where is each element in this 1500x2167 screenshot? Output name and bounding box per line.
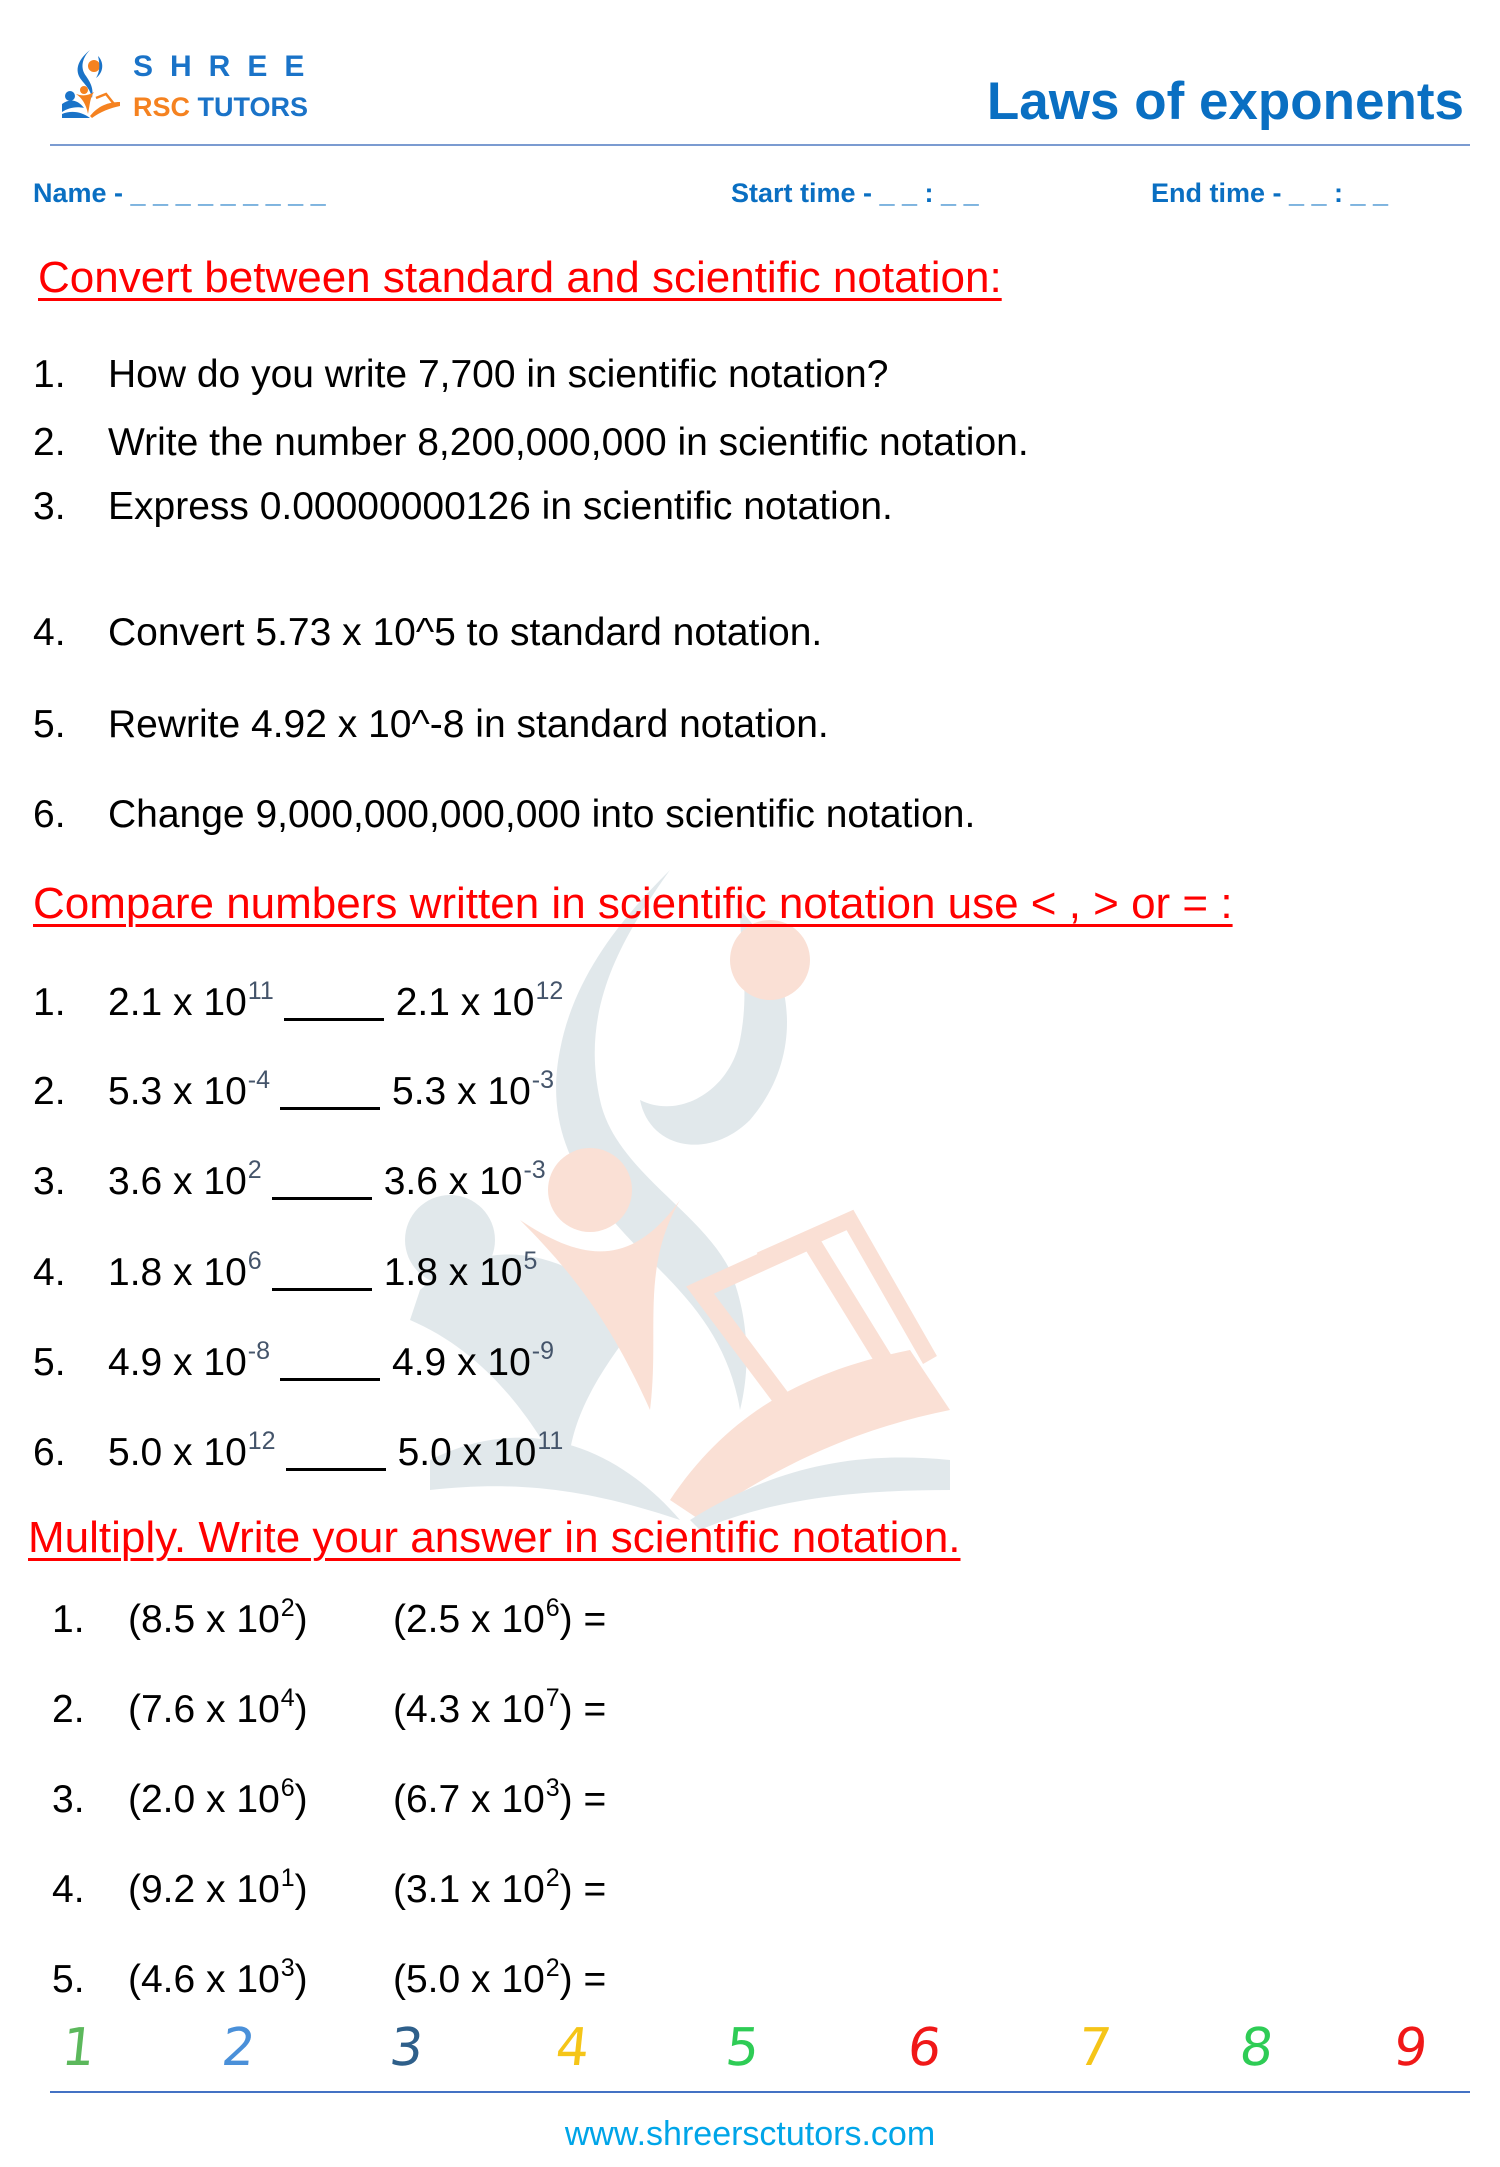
digit-1-icon: 1 <box>58 2018 99 2078</box>
page-title: Laws of exponents <box>986 72 1464 131</box>
question-text: Express 0.00000000126 in scientific notation. <box>108 485 893 528</box>
question-number: 5. <box>52 1958 85 2001</box>
logo-tutors-text: TUTORS <box>197 92 309 122</box>
digit-2-icon: 2 <box>218 2018 259 2078</box>
decorative-digits-row <box>0 2018 1500 2088</box>
question-number: 3. <box>33 485 66 528</box>
question-number: 2. <box>33 1070 66 1113</box>
question-number: 3. <box>52 1778 85 1821</box>
multiply-factor-a: (7.6 x $10^4$) <box>128 1684 308 1731</box>
answer-blank[interactable] <box>286 1438 386 1471</box>
section-heading-multiply: Multiply. Write your answer in scientific notation. <box>28 1513 961 1562</box>
digit-9-icon: 9 <box>1390 2018 1431 2078</box>
digit-4-icon: 4 <box>552 2018 593 2078</box>
question-number: 4. <box>33 1251 66 1294</box>
question-number: 6. <box>33 793 66 836</box>
header-divider <box>50 144 1470 146</box>
answer-blank[interactable] <box>280 1348 380 1381</box>
question-text: Write the number 8,200,000,000 in scientific notation. <box>108 421 1029 464</box>
compare-expression: 5.0 x $10^{12}$ 5.0 x $10^{11}$ <box>108 1427 564 1474</box>
digit-3-icon: 3 <box>386 2018 427 2078</box>
end-time-field[interactable]: End time - _ _ : _ _ <box>1151 178 1389 208</box>
question-text: Rewrite 4.92 x 10^-8 in standard notation. <box>108 703 829 746</box>
multiply-factor-a: (9.2 x $10^1$) <box>128 1864 308 1911</box>
digit-5-icon: 5 <box>722 2018 763 2078</box>
footer-divider <box>50 2091 1470 2093</box>
multiply-factor-b: (3.1 x $10^2$) = <box>393 1864 607 1911</box>
logo-wordmark-shree: SHREE <box>133 50 322 83</box>
question-number: 2. <box>33 421 66 464</box>
multiply-factor-b: (5.0 x $10^2$) = <box>393 1954 607 2001</box>
name-field[interactable]: Name - _ _ _ _ _ _ _ _ _ <box>33 178 326 208</box>
digit-8-icon: 8 <box>1236 2018 1277 2078</box>
compare-expression: 1.8 x $10^6$ 1.8 x $10^5$ <box>108 1247 538 1294</box>
answer-blank[interactable] <box>284 988 384 1021</box>
website-link[interactable]: www.shreersctutors.com <box>564 2115 936 2153</box>
section-heading-compare: Compare numbers written in scientific notation use < , > or = : <box>33 879 1233 928</box>
compare-expression: 2.1 x $10^{11}$ 2.1 x $10^{12}$ <box>108 977 564 1024</box>
question-number: 1. <box>33 981 66 1024</box>
answer-blank[interactable] <box>280 1077 380 1110</box>
question-number: 1. <box>33 353 66 396</box>
compare-expression: 5.3 x $10^{-4}$ 5.3 x $10^{-3}$ <box>108 1066 555 1113</box>
multiply-factor-b: (4.3 x $10^7$) = <box>393 1684 607 1731</box>
multiply-factor-b: (6.7 x $10^3$) = <box>393 1774 607 1821</box>
question-number: 5. <box>33 1341 66 1384</box>
question-number: 1. <box>52 1598 85 1641</box>
question-text: Change 9,000,000,000,000 into scientific notation. <box>108 793 976 836</box>
logo-rsc-text: RSC <box>133 92 191 122</box>
logo-wordmark-rsc-tutors <box>133 92 308 122</box>
question-number: 6. <box>33 1431 66 1474</box>
question-number: 2. <box>52 1688 85 1731</box>
question-number: 3. <box>33 1160 66 1203</box>
answer-blank[interactable] <box>272 1167 372 1200</box>
start-time-field[interactable]: Start time - _ _ : _ _ <box>731 178 979 208</box>
multiply-factor-b: (2.5 x $10^6$) = <box>393 1594 607 1641</box>
compare-expression: 3.6 x $10^2$ 3.6 x $10^{-3}$ <box>108 1156 546 1203</box>
question-text: How do you write 7,700 in scientific notation? <box>108 353 889 396</box>
multiply-factor-a: (4.6 x $10^3$) <box>128 1954 308 2001</box>
answer-blank[interactable] <box>272 1258 372 1291</box>
brand-logo <box>60 48 320 123</box>
digit-6-icon: 6 <box>904 2018 945 2078</box>
multiply-factor-a: (2.0 x $10^6$) <box>128 1774 308 1821</box>
question-number: 4. <box>33 611 66 654</box>
question-number: 4. <box>52 1868 85 1911</box>
multiply-factor-a: (8.5 x $10^2$) <box>128 1594 308 1641</box>
book-figure-logo-icon <box>60 48 122 120</box>
compare-expression: 4.9 x $10^{-8}$ 4.9 x $10^{-9}$ <box>108 1337 555 1384</box>
section-heading-convert: Convert between standard and scientific notation: <box>38 253 1002 302</box>
question-text: Convert 5.73 x 10^5 to standard notation. <box>108 611 823 654</box>
question-number: 5. <box>33 703 66 746</box>
digit-7-icon: 7 <box>1074 2018 1115 2078</box>
